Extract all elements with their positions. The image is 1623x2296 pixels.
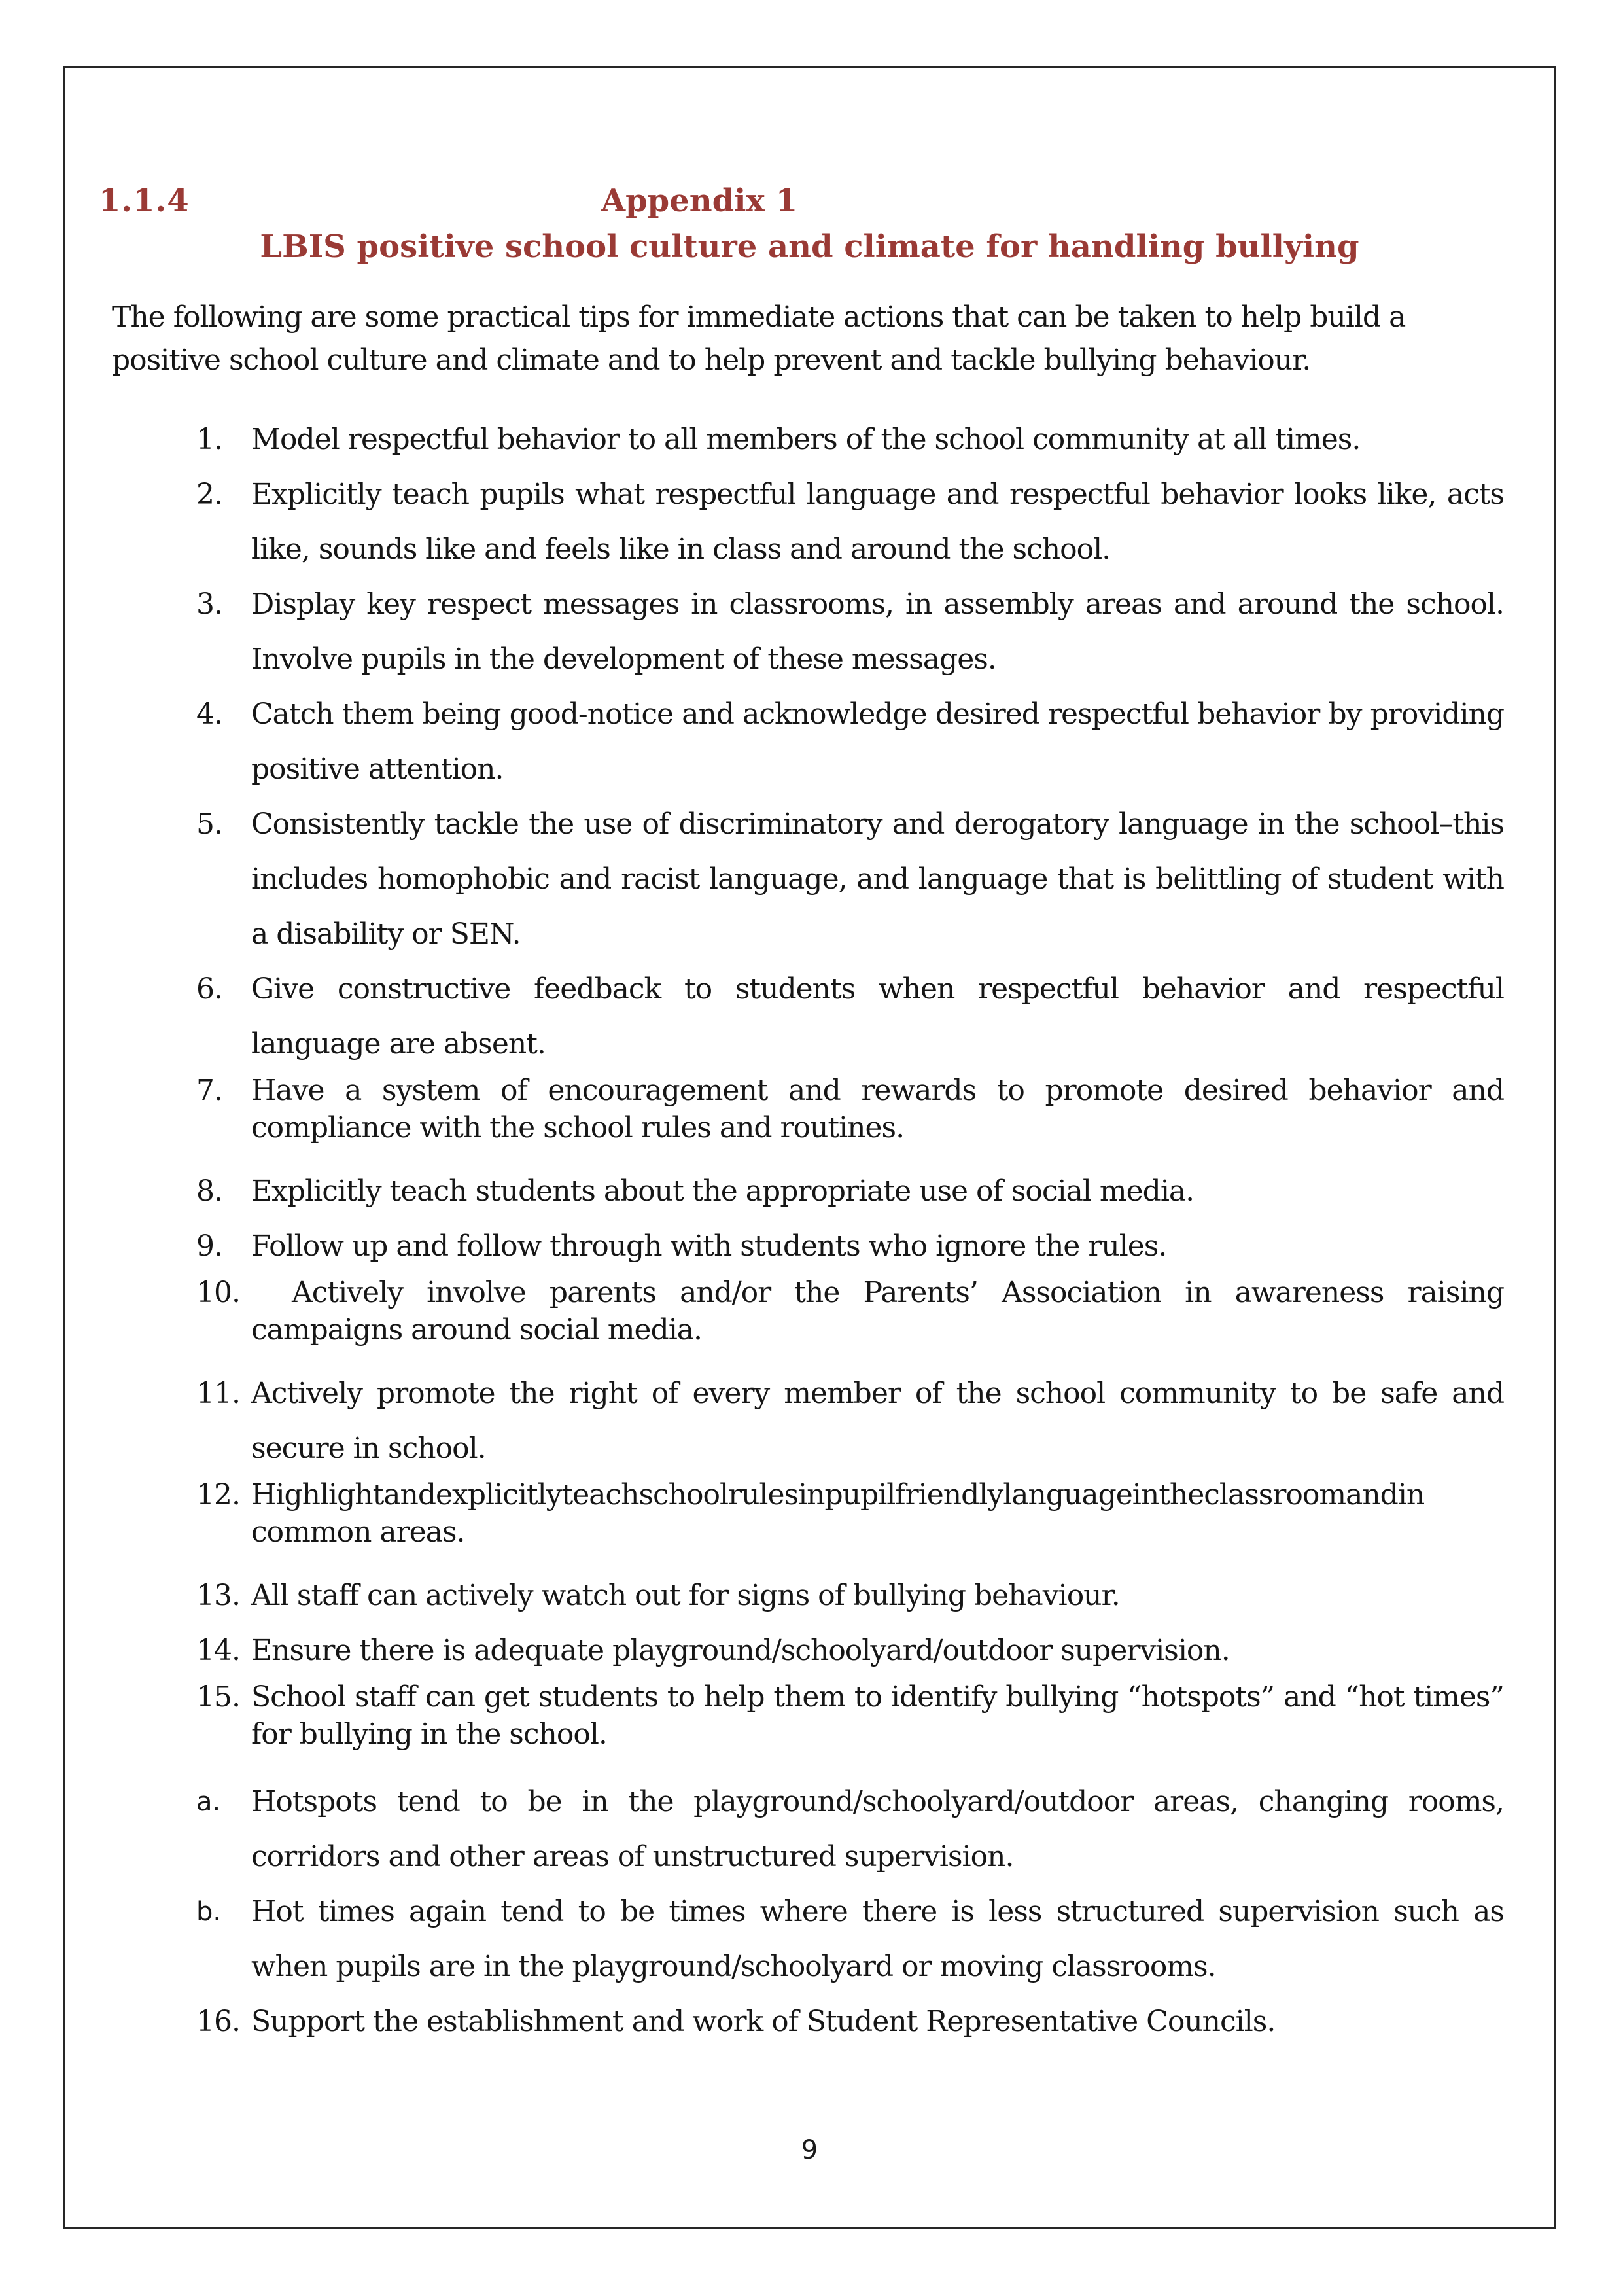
list-item-marker: 13. <box>196 1579 240 1612</box>
list-item <box>196 1994 1554 2049</box>
list-item <box>196 467 1554 577</box>
list-item <box>196 1366 1554 1476</box>
list-item <box>196 1072 1554 1146</box>
list-item-marker: 8. <box>196 1174 222 1208</box>
list-item <box>196 1219 1554 1274</box>
list-item <box>196 797 1554 962</box>
list-item-text: Ensure there is adequate playground/schoolyard/outdoor supervision. <box>251 1634 1230 1667</box>
list-item-marker: 14. <box>196 1634 240 1667</box>
list-item-text: Explicitly teach students about the appropriate use of social media. <box>251 1174 1195 1208</box>
list-item-marker: 5. <box>196 807 222 841</box>
list-item-text: Consistently tackle the use of discriminatory and derogatory language in the school–this includes homophobic and racist language, and language that is belittling of student with a disability or SEN. <box>251 807 1504 951</box>
list-item-text: Hot times again tend to be times where there is less structured supervision such as when pupils are in the playground/schoolyard or moving classrooms. <box>251 1895 1504 1983</box>
list-item-marker: 15. <box>196 1680 240 1714</box>
list-item-marker: 7. <box>196 1074 222 1107</box>
list-item <box>196 1678 1554 1753</box>
list-item-text: School staff can get students to help them to identify bullying “hotspots” and “hot times” for bullying in the school. <box>251 1680 1504 1751</box>
page-number: 9 <box>801 2135 818 2165</box>
list-item-text: Hotspots tend to be in the playground/schoolyard/outdoor areas, changing rooms, corridors and other areas of unstructured supervision. <box>251 1785 1504 1873</box>
page-border <box>63 66 1556 2229</box>
list-item <box>196 1568 1554 1623</box>
list-item-text: Highlightandexplicitlyteachschoolrulesinpupilfriendlylanguageintheclassroomandin common areas. <box>251 1478 1425 1549</box>
list-item-marker: 2. <box>196 478 222 511</box>
list-item-marker: 12. <box>196 1478 240 1511</box>
list-item <box>196 1274 1554 1349</box>
list-item-marker: 3. <box>196 588 222 621</box>
list-item-text: Support the establishment and work of Student Representative Councils. <box>251 2005 1276 2038</box>
list-item <box>196 962 1554 1072</box>
list-item-text: Follow up and follow through with students who ignore the rules. <box>251 1229 1167 1263</box>
intro-paragraph: The following are some practical tips for immediate actions that can be taken to help build a positive school culture and climate and to help prevent and tackle bullying behaviour. <box>112 300 1406 377</box>
list-item-marker: 11. <box>196 1377 240 1410</box>
list-item-marker: 9. <box>196 1229 222 1263</box>
list-item-marker: 1. <box>196 423 222 456</box>
section-number: 1.1.4 <box>99 183 190 219</box>
list-item-text: Explicitly teach pupils what respectful language and respectful behavior looks like, acts like, sounds like and feels like in class and around the school. <box>251 478 1504 566</box>
list-item <box>196 577 1554 687</box>
list-item-text: Actively promote the right of every member of the school community to be safe and secure in school. <box>251 1377 1504 1465</box>
list-item-marker: 10. <box>196 1276 240 1309</box>
list-item <box>196 1164 1554 1219</box>
list-item-text: Actively involve parents and/or the Parents’ Association in awareness raising campaigns around social media. <box>251 1276 1504 1347</box>
list-item <box>196 1476 1554 1551</box>
list-item <box>196 1884 1554 1994</box>
list-item-marker: 4. <box>196 698 222 731</box>
list-item <box>196 687 1554 797</box>
list-item-text: Display key respect messages in classrooms, in assembly areas and around the school. Involve pupils in the development of these messages. <box>251 588 1504 676</box>
list-item-marker: b. <box>196 1897 222 1927</box>
appendix-title: Appendix 1 <box>601 183 798 219</box>
list-item-marker: a. <box>196 1787 221 1817</box>
list-item-text: All staff can actively watch out for signs of bullying behaviour. <box>251 1579 1120 1612</box>
list-item <box>196 1623 1554 1678</box>
list-item-marker: 6. <box>196 972 222 1006</box>
list-item-text: Give constructive feedback to students when respectful behavior and respectful language are absent. <box>251 972 1504 1061</box>
list-item-marker: 16. <box>196 2005 240 2038</box>
list-item-text: Model respectful behavior to all members of the school community at all times. <box>251 423 1361 456</box>
list-item-text: Catch them being good-notice and acknowledge desired respectful behavior by providing positive attention. <box>251 698 1504 786</box>
tips-list <box>65 412 1554 2049</box>
list-item-text: Have a system of encouragement and rewards to promote desired behavior and compliance with the school rules and routines. <box>251 1074 1504 1144</box>
list-item <box>196 1775 1554 1884</box>
list-item <box>196 412 1554 467</box>
page-header <box>65 178 1554 224</box>
document-subtitle: LBIS positive school culture and climate for handling bullying <box>260 228 1359 265</box>
